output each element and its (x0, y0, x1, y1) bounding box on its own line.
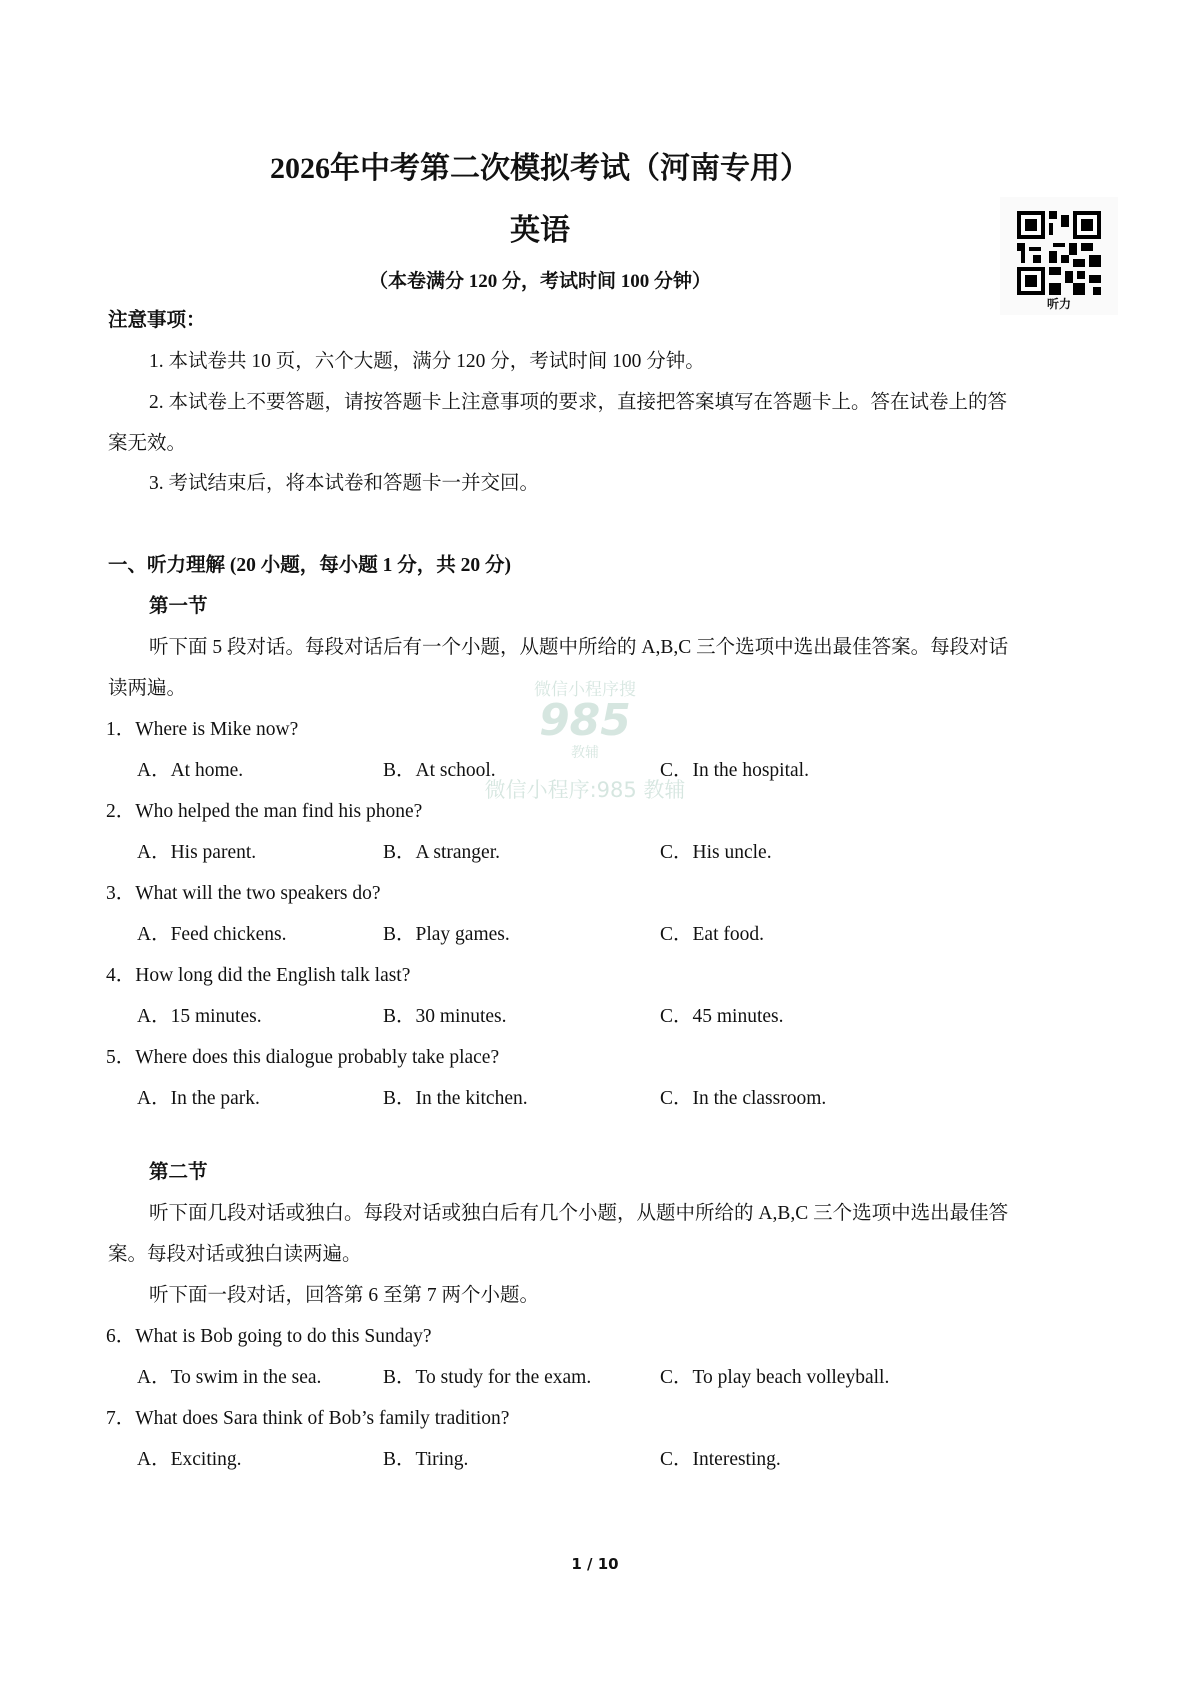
option-c: C．In the hospital. (660, 760, 809, 781)
option-b: B．30 minutes. (383, 1006, 507, 1027)
option-b: B．To study for the exam. (383, 1367, 592, 1388)
subject-title: 英语 (510, 214, 570, 247)
watermark-line2: 教辅 (571, 746, 599, 761)
page-number: 1 / 10 (571, 1555, 619, 1573)
option-b: B．In the kitchen. (383, 1088, 528, 1109)
qr-code-icon (1012, 211, 1106, 295)
question-text: 7．What does Sara think of Bob’s family tradition? (106, 1408, 510, 1429)
option-a: A．His parent. (137, 842, 257, 863)
option-b: B．Play games. (383, 924, 510, 945)
option-a: A．In the park. (137, 1088, 260, 1109)
part2-instruction: 案。每段对话或独白读两遍。 (108, 1244, 362, 1265)
section-heading: 一、听力理解 (20 小题，每小题 1 分，共 20 分) (108, 555, 511, 576)
listening-qr-code[interactable] (1000, 197, 1118, 315)
note-item: 1. 本试卷共 10 页，六个大题，满分 120 分，考试时间 100 分钟。 (149, 351, 705, 372)
option-a: A．To swim in the sea. (137, 1367, 322, 1388)
question-text: 6．What is Bob going to do this Sunday? (106, 1326, 432, 1347)
notes-heading: 注意事项： (108, 310, 206, 331)
question-text: 4．How long did the English talk last? (106, 965, 411, 986)
qr-label: 听力 (1046, 297, 1071, 311)
note-item: 2. 本试卷上不要答题，请按答题卡上注意事项的要求，直接把答案填写在答题卡上。答在试卷上的答 (149, 392, 1008, 413)
part2-heading: 第二节 (149, 1162, 208, 1183)
part1-instruction: 读两遍。 (108, 678, 187, 699)
exam-subtitle: （本卷满分 120 分，考试时间 100 分钟） (368, 271, 711, 292)
exam-title: 2026年中考第二次模拟考试（河南专用） (270, 152, 810, 185)
option-a: A．Feed chickens. (137, 924, 287, 945)
option-b: B．Tiring. (383, 1449, 469, 1470)
watermark-line1: 微信小程序搜 (534, 680, 636, 699)
option-c: C．To play beach volleyball. (660, 1367, 890, 1388)
option-a: A．15 minutes. (137, 1006, 262, 1027)
part1-instruction: 听下面 5 段对话。每段对话后有一个小题，从题中所给的 A,B,C 三个选项中选出最佳答案。每段对话 (149, 637, 1009, 658)
option-c: C．45 minutes. (660, 1006, 784, 1027)
note-item: 案无效。 (108, 433, 187, 454)
option-b: B．A stranger. (383, 842, 500, 863)
option-b: B．At school. (383, 760, 496, 781)
question-text: 5．Where does this dialogue probably take place? (106, 1047, 500, 1068)
option-c: C．His uncle. (660, 842, 772, 863)
option-a: A．Exciting. (137, 1449, 242, 1470)
watermark-number: 985 (539, 695, 631, 746)
option-a: A．At home. (137, 760, 244, 781)
watermark-line3: 微信小程序:985 教辅 (484, 778, 686, 802)
part2-instruction: 听下面几段对话或独白。每段对话或独白后有几个小题，从题中所给的 A,B,C 三个选项中选出最佳答 (149, 1203, 1009, 1224)
question-text: 3．What will the two speakers do? (106, 883, 381, 904)
note-item: 3. 考试结束后，将本试卷和答题卡一并交回。 (149, 473, 540, 494)
option-c: C．In the classroom. (660, 1088, 827, 1109)
option-c: C．Interesting. (660, 1449, 781, 1470)
part1-heading: 第一节 (149, 596, 208, 617)
part2-instruction: 听下面一段对话，回答第 6 至第 7 两个小题。 (149, 1285, 540, 1306)
option-c: C．Eat food. (660, 924, 764, 945)
question-text: 1．Where is Mike now? (106, 719, 299, 740)
question-text: 2．Who helped the man find his phone? (106, 801, 423, 822)
watermark (470, 675, 700, 804)
